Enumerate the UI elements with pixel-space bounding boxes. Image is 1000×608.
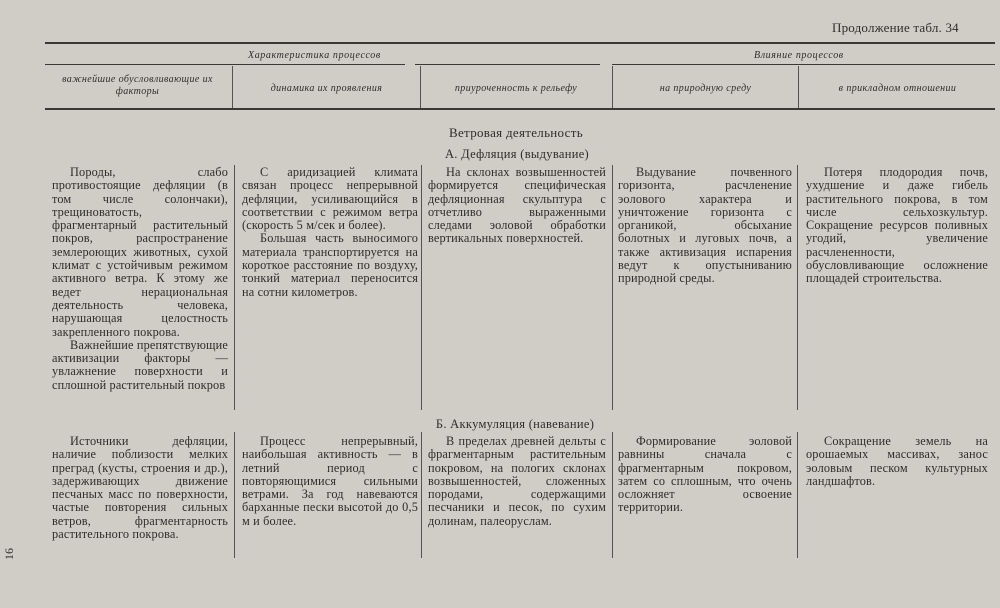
cell-b-environment: [618, 435, 792, 515]
body-divider-a2: [421, 165, 422, 410]
cell-a-factors: [52, 166, 228, 392]
body-divider-b1: [234, 432, 235, 558]
cell-b-relief: [428, 435, 606, 528]
cell-a-environment: [618, 166, 792, 286]
body-divider-a4: [797, 165, 798, 410]
cell-a-applied: [806, 166, 988, 286]
body-divider-a3: [612, 165, 613, 410]
column-header-dynamics: динамика их проявления: [270, 83, 383, 94]
cell-a-factors-extra: Важнейшие препятствующие активизации факторы — увлажнение поверхности и сплошной растительный покров: [52, 337, 228, 392]
body-divider-b4: [797, 432, 798, 558]
cell-a-factors-text: Породы, слабо противостоящие дефляции (в том числе солончаки), трещиноватость, фрагментарный растительный покров, распространение землероющих животных, сухой климат с устойчивым режимом активного ветра. К этому же ведет нерациональная деятельность человека, нарушающая целостность закрепленного покрова.: [52, 165, 228, 339]
cell-a-dynamics-text: С аридизацией климата связан процесс непрерывной дефляции, усиливающийся в соответствии с режимом ветра (скорость 5 м/сек и более).: [242, 165, 418, 233]
group-rule-right: [612, 64, 995, 65]
cell-b-environment-text: Формирование эоловой равнины сначала с фрагментарным покровом, затем со сплошным, что очень осложняет освоение территории.: [618, 434, 792, 515]
group-rule-left: [45, 64, 405, 65]
table-section-title: Ветровая деятельность: [449, 125, 583, 140]
cell-a-applied-text: Потеря плодородия почв, ухудшение и даже гибель растительного покрова, в том числе сельхозкультур. Сокращение ресурсов поливных угодий, увеличение расчлененности, обусловливающие осложнение площадей строительства.: [806, 165, 988, 286]
header-divider-1: [232, 66, 233, 108]
group-rule-mid: [415, 64, 600, 65]
cell-a-dynamics: [242, 166, 418, 299]
cell-a-dynamics-extra: Большая часть выносимого материала транспортируется на короткое расстояние по воздуху, тонкий материал переносится на сотни километров.: [242, 231, 418, 299]
cell-a-relief-text: На склонах возвышенностей формируется специфическая дефляционная скульптура с отчетливо выраженными следами эоловой обработки вертикальных поверхностей.: [428, 165, 606, 246]
cell-b-factors-text: Источники дефляции, наличие поблизости мелких преград (кусты, строения и др.), задерживающих движение песчаных масс по поверхности, частые повторения сильных ветров, фрагментарность растительного покрова.: [52, 434, 228, 542]
header-divider-4: [798, 66, 799, 108]
cell-b-dynamics: [242, 435, 418, 528]
cell-b-relief-text: В пределах древней дельты с фрагментарным растительным покровом, на пологих склонах возвышенностей, сложенных породами, содержащими песчаники и песок, по сухим долинам, палеоруслам.: [428, 434, 606, 528]
page-number: 16: [2, 548, 16, 560]
column-header-relief: приуроченность к рельефу: [454, 83, 578, 94]
section-a-heading: А. Дефляция (выдувание): [444, 147, 590, 161]
body-divider-b3: [612, 432, 613, 558]
top-rule: [45, 42, 995, 44]
cell-b-factors: [52, 435, 228, 541]
cell-a-relief: [428, 166, 606, 246]
column-header-factors: важнейшие обусловливающие их факторы: [62, 74, 213, 97]
header-divider-2: [420, 66, 421, 108]
header-divider-3: [612, 66, 613, 108]
cell-b-applied: [806, 435, 988, 488]
group-influence-header: Влияние процессов: [754, 50, 844, 61]
body-divider-b2: [421, 432, 422, 558]
section-b-heading: Б. Аккумуляция (навевание): [435, 417, 595, 431]
cell-a-environment-text: Выдувание почвенного горизонта, расчленение эолового характера и уничтожение горизонта с органикой, обсыхание болотных и луговых почв, а также активизация испарения ведут к опустыниванию природной среды.: [618, 165, 792, 286]
header-bottom-rule: [45, 108, 995, 110]
column-header-environment: на природную среду: [659, 83, 752, 94]
body-divider-a1: [234, 165, 235, 410]
group-characteristics-header: Характеристика процессов: [248, 50, 381, 61]
continuation-label: Продолжение табл. 34: [832, 20, 959, 35]
cell-b-applied-text: Сокращение земель на орошаемых массивах, занос эоловым песком культурных ландшафтов.: [806, 434, 988, 488]
cell-b-dynamics-text: Процесс непрерывный, наибольшая активность — в летний период с повторяющимися сильными ветрами. За год навеваются барханные пески высотой до 0,5 м и более.: [242, 434, 418, 528]
column-header-applied: в прикладном отношении: [838, 83, 957, 94]
